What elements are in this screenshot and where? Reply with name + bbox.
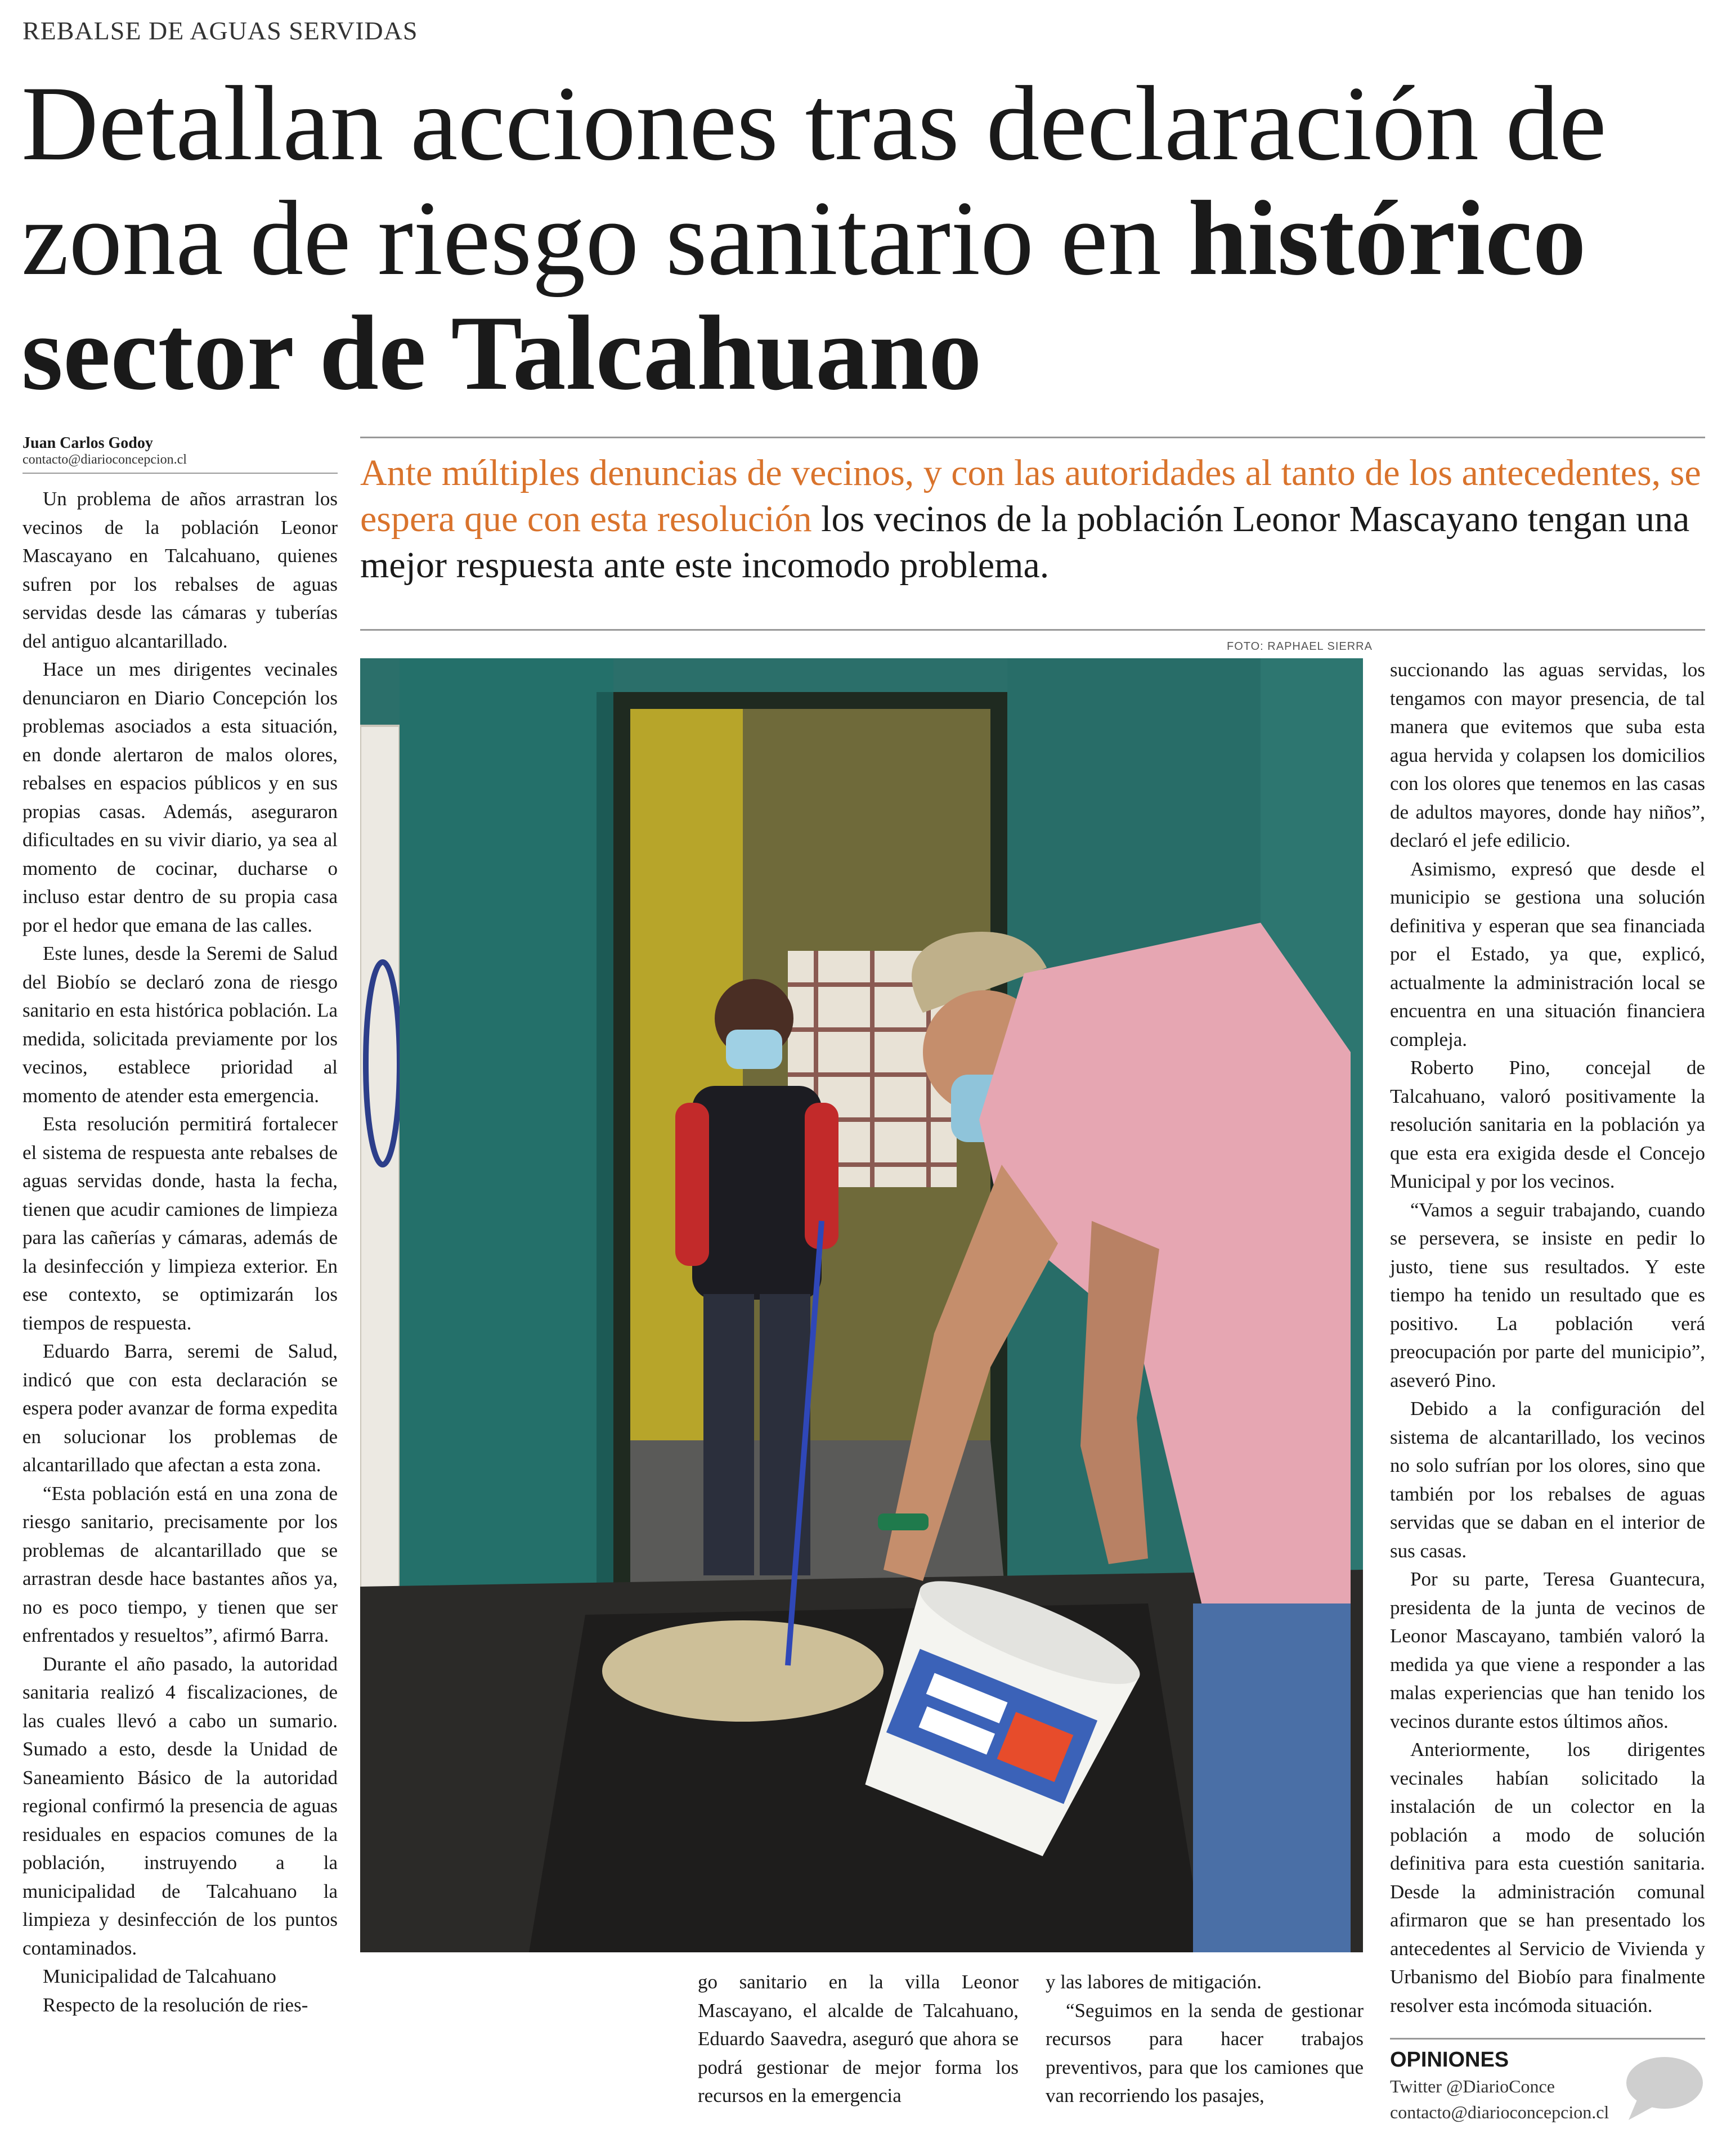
col1-paragraph-6: “Esta población está en una zona de riesgo sanitario, precisamente por los problemas de alcantarillado que se arrastran desde hace bastantes años ya, no es poco tiempo, y tienen que ser enfrentados y resueltos”, afirmó Barra. [23,1482,338,1646]
byline-rule [23,473,338,474]
headline-line-1: Detallan acciones tras declaración de [21,65,1607,183]
article-photo [360,658,1363,1952]
opinions-title: OPINIONES [1390,2048,1509,2072]
lead-top-rule [360,437,1705,438]
column-1 [23,485,338,2019]
col4-paragraph-6: Por su parte, Teresa Guantecura, presidenta de la junta de vecinos de Leonor Mascayano, también valoró la medida ya que viene a responder a las malas experiencias que han tenido los vecinos durante estos últimos años. [1390,1568,1705,1732]
headline-line-2-regular: zona de riesgo sanitario en [21,179,1189,298]
col1-subhead: Municipalidad de Talcahuano [43,1965,276,1987]
headline-line-2 [21,181,1698,296]
byline-email[interactable]: contacto@diarioconcepcion.cl [23,452,187,467]
section-kicker: REBALSE DE AGUAS SERVIDAS [23,16,418,45]
lead-paragraph [360,450,1705,589]
col4-paragraph-3: Roberto Pino, concejal de Talcahuano, valoró positivamente la resolución sanitaria en la población ya que esta era exigida desde el Concejo Municipal y por los vecinos. [1390,1057,1705,1192]
col4-paragraph-7: Anteriormente, los dirigentes vecinales habían solicitado la instalación de un colector en la población a modo de solución definitiva para esta cuestión sanitaria. Desde la administración comunal afirmaron que se han presentado los antecedentes al Servicio de Vivienda y Urbanismo del Biobío para finalmente resolver esta incómoda situación. [1390,1739,1705,2016]
col1-paragraph-1: Un problema de años arrastran los vecinos de la población Leonor Mascayano en Talcahuano, quienes sufren por los rebalses de aguas servidas desde las cámaras y tuberías del antiguo alcantarillado. [23,488,338,652]
lead-bottom-rule [360,629,1705,631]
col1-paragraph-4: Esta resolución permitirá fortalecer el sistema de respuesta ante rebalses de aguas servidas donde, hasta la fecha, tienen que acudir camiones de limpieza para las cañerías y cámaras, además de la desinfección y limpieza exterior. En ese contexto, se optimizarán los tiempos de respuesta. [23,1113,338,1334]
lead-rest: los vecinos de la población Leonor Mascayano tengan una mejor respuesta ante este incomodo problema. [360,498,1690,586]
opinions-twitter[interactable]: Twitter @DiarioConce [1390,2076,1555,2096]
col3-paragraph-1: y las labores de mitigación. [1046,1971,1262,1993]
column-3 [1046,1968,1364,2110]
col1-paragraph-7: Durante el año pasado, la autoridad sanitaria realizó 4 fiscalizaciones, de las cuales llevó a cabo un sumario. Sumado a esto, desde la Unidad de Saneamiento Básico de la autoridad regional confirmó la presencia de aguas residuales en espacios comunes de la población, instruyendo a la municipalidad de Talcahuano la limpieza y desinfección de los puntos contaminados. [23,1652,338,1959]
col4-paragraph-2: Asimismo, expresó que desde el municipio se gestiona una solución definitiva y esperan que sea financiada por el Estado, ya que, explicó, actualmente la administración local se encuentra en una situación financiera compleja. [1390,857,1705,1050]
col4-paragraph-4: “Vamos a seguir trabajando, cuando se persevera, se insiste en pedir lo justo, tiene sus resultados. Y este tiempo ha tenido un resultado que es positivo. La población verá preocupación por parte del municipio”, aseveró Pino. [1390,1198,1705,1391]
col1-paragraph-3: Este lunes, desde la Seremi de Salud del Biobío se declaró zona de riesgo sanitario en esta histórica población. La medida, solicitada previamente por los vecinos, establece prioridad al momento de atender esta emergencia. [23,942,338,1107]
col2-paragraph: go sanitario en la villa Leonor Mascayano, el alcalde de Talcahuano, Eduardo Saavedra, aseguró que ahora se podrá gestionar de mejor forma los recursos en la emergencia [698,1971,1019,2106]
col4-paragraph-5: Debido a la configuración del sistema de alcantarillado, los vecinos no solo sufrían por los olores, sino que también por los rebalses de aguas servidas que se daban en el interior de sus casas. [1390,1398,1705,1562]
headline-line-2-bold: histórico [1188,179,1586,298]
col4-paragraph-1: succionando las aguas servidas, los tengamos con mayor presencia, de tal manera que evitemos que suba esta agua hervida y colapsen los domicilios con los olores que tenemos en las casas de adultos mayores, donde hay niños”, declaró el jefe edilicio. [1390,659,1705,851]
lead-highlight: Ante múltiples denuncias de vecinos, y con las autoridades al tanto de los antecedentes, se espera que con esta resolución [360,452,1701,540]
col3-paragraph-2: “Seguimos en la senda de gestionar recursos para hacer trabajos preventivos, para que los camiones que van recorriendo los pasajes, [1046,1999,1364,2106]
headline-line-3: sector de Talcahuano [21,294,982,412]
photo-illustration [360,658,1363,1952]
opinions-email[interactable]: contacto@diarioconcepcion.cl [1390,2102,1609,2122]
col1-paragraph-5: Eduardo Barra, seremi de Salud, indicó que con esta declaración se espera poder avanzar de forma expedita en solucionar los problemas de alcantarillado que afectan a esta zona. [23,1340,338,1476]
opinions-rule [1390,2038,1705,2040]
col1-paragraph-2: Hace un mes dirigentes vecinales denunciaron en Diario Concepción los problemas asociados a esta situación, en donde alertaron de malos olores, rebalses en espacios públicos y en sus propias casas. Además, aseguraron dificultades en su vivir diario, ya sea al momento de cocinar, ducharse o incluso estar dentro de su propia casa por el hedor que emana de las calles. [23,658,338,936]
column-2 [698,1968,1019,2110]
speech-bubble-icon [1621,2054,1705,2121]
byline-author: Juan Carlos Godoy [23,434,153,452]
photo-credit: FOTO: RAPHAEL SIERRA [1227,640,1373,653]
col1-paragraph-tail: Respecto de la resolución de ries- [43,1993,308,2016]
byline [23,434,338,468]
headline [21,66,1698,411]
column-4 [1390,656,1705,2020]
